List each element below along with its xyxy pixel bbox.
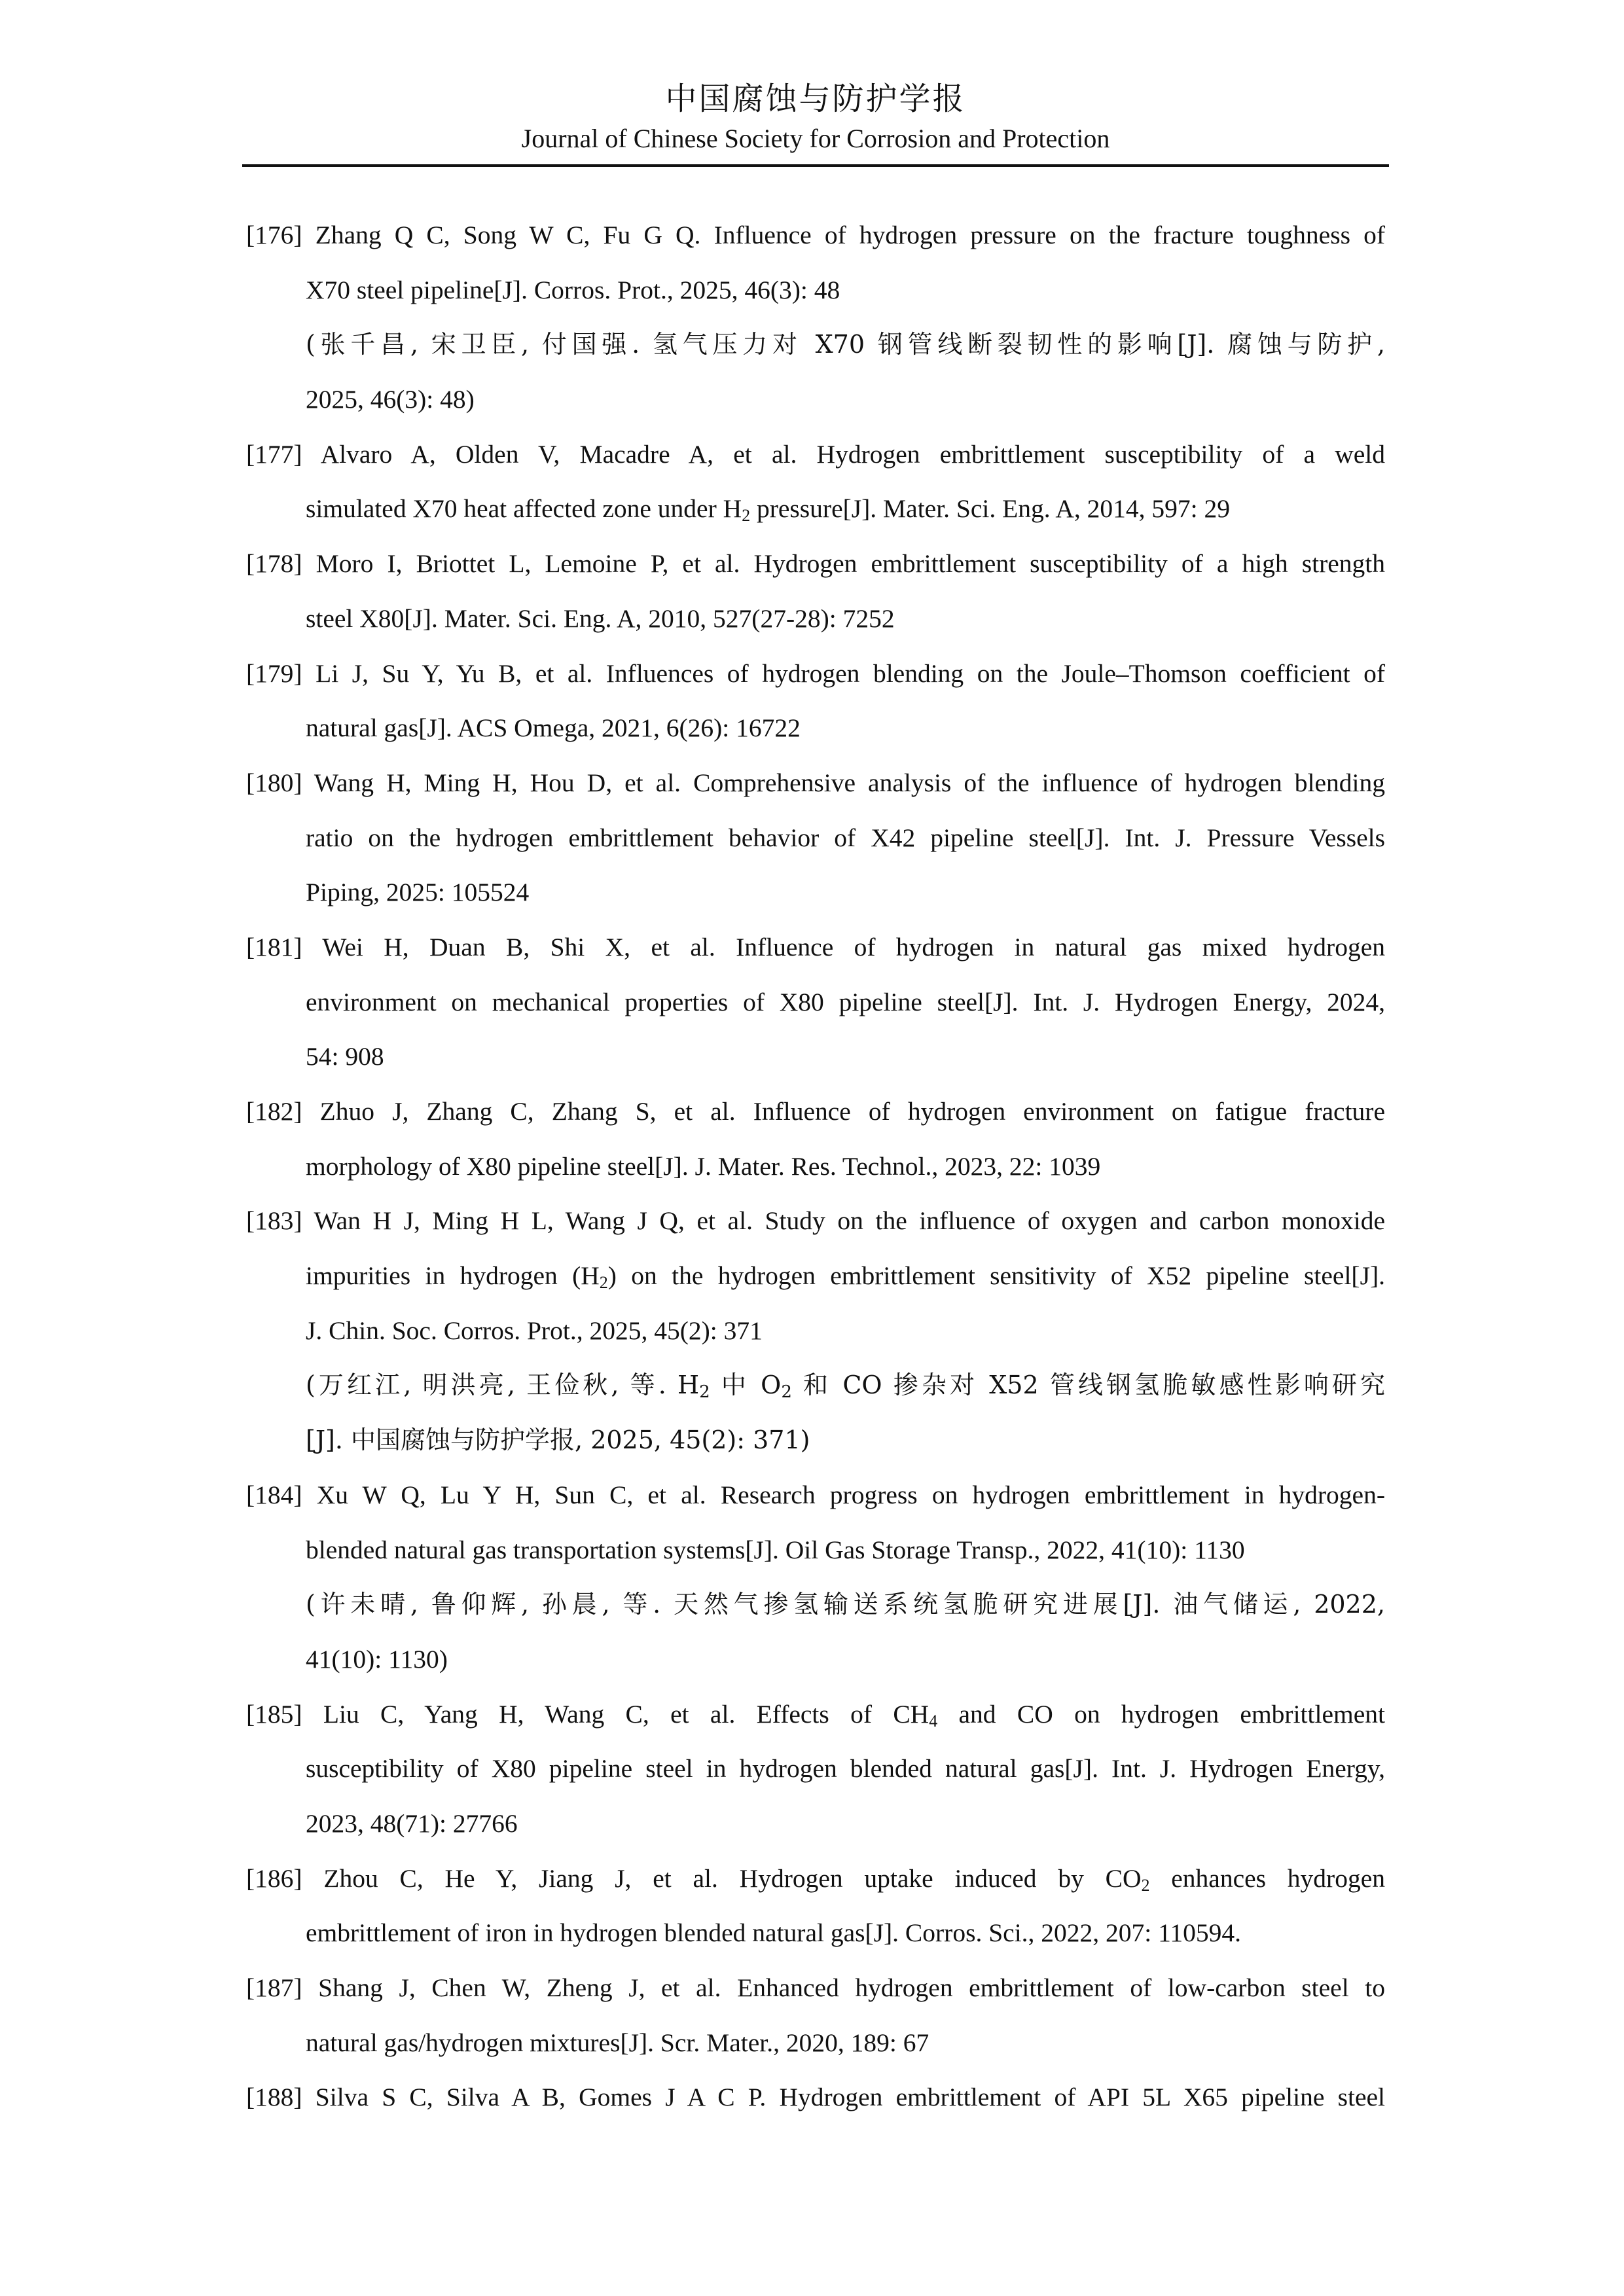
reference-183: [246, 1194, 1385, 1467]
reference-line: [182] Zhuo J, Zhang C, Zhang S, et al. Influence of hydrogen environment on fatigue fracture: [246, 1097, 1385, 1126]
reference-181: [246, 920, 1385, 1085]
reference-line: [179] Li J, Su Y, Yu B, et al. Influences of hydrogen blending on the Joule–Thomson coefficient of: [246, 658, 1385, 688]
reference-line: 41(10): 1130): [306, 1644, 448, 1674]
reference-line: embrittlement of iron in hydrogen blended natural gas[J]. Corros. Sci., 2022, 207: 110594.: [306, 1918, 1242, 1948]
reference-line: [246, 1249, 1385, 1304]
reference-line: natural gas[J]. ACS Omega, 2021, 6(26): 16722: [306, 713, 801, 743]
reference-line: 54: 908: [306, 1042, 384, 1071]
reference-line: [178] Moro I, Briottet L, Lemoine P, et al. Hydrogen embrittlement susceptibility of a high strength: [246, 549, 1385, 579]
reference-line: [181] Wei H, Duan B, Shi X, et al. Influence of hydrogen in natural gas mixed hydrogen: [246, 932, 1385, 961]
text-segment: simulated X70 heat affected zone under H: [306, 494, 742, 524]
journal-title-cn: 中国腐蚀与防护学报: [665, 81, 966, 117]
reference-line-cn: [246, 1358, 1385, 1413]
reference-180: [246, 756, 1385, 920]
text-segment: 和 CO 掺杂对 X52 管线钢氢脆敏感性影响研究: [791, 1371, 1385, 1400]
text-segment: and CO on hydrogen embrittlement: [937, 1699, 1385, 1729]
journal-title-en: Journal of Chinese Society for Corrosion and Protection: [521, 124, 1110, 153]
subscript: 4: [929, 1711, 938, 1731]
reference-182: [246, 1085, 1385, 1194]
reference-line: natural gas/hydrogen mixtures[J]. Scr. Mater., 2020, 189: 67: [306, 2028, 929, 2057]
reference-line: 2025, 46(3): 48): [306, 385, 475, 414]
reference-187: [246, 1961, 1385, 2070]
reference-line: [177] Alvaro A, Olden V, Macadre A, et al. Hydrogen embrittlement susceptibility of a weld: [246, 439, 1385, 469]
reference-line: [246, 482, 1385, 537]
reference-line: X70 steel pipeline[J]. Corros. Prot., 2025, 46(3): 48: [306, 275, 840, 304]
reference-186: [246, 1852, 1385, 1961]
reference-line: susceptibility of X80 pipeline steel in hydrogen blended natural gas[J]. Int. J. Hydrogen Energy,: [306, 1754, 1385, 1784]
reference-line: [246, 1687, 1385, 1742]
subscript: 2: [699, 1382, 710, 1403]
reference-line: environment on mechanical properties of X80 pipeline steel[J]. Int. J. Hydrogen Energy, 2024,: [306, 987, 1385, 1016]
reference-list: [246, 208, 1385, 2125]
reference-184: [246, 1468, 1385, 1687]
text-segment: [186] Zhou C, He Y, Jiang J, et al. Hydrogen uptake induced by CO: [246, 1863, 1142, 1893]
subscript: 2: [1141, 1875, 1150, 1895]
reference-177: [246, 427, 1385, 537]
subscript: 2: [781, 1382, 792, 1403]
header-rule: [242, 164, 1389, 167]
reference-188: [246, 2070, 1385, 2125]
reference-line: 2023, 48(71): 27766: [306, 1808, 518, 1838]
subscript: 2: [599, 1273, 608, 1293]
reference-line: [180] Wang H, Ming H, Hou D, et al. Comprehensive analysis of the influence of hydrogen blending: [246, 768, 1385, 797]
text-segment: impurities in hydrogen (H: [306, 1261, 600, 1291]
text-segment: ) on the hydrogen embrittlement sensitivity of X52 pipeline steel[J].: [607, 1261, 1385, 1291]
reference-line: [187] Shang J, Chen W, Zheng J, et al. Enhanced hydrogen embrittlement of low-carbon steel to: [246, 1973, 1385, 2002]
reference-line-cn: [J]. 中国腐蚀与防护学报, 2025, 45(2): 371): [306, 1426, 810, 1455]
subscript: 2: [742, 506, 751, 526]
text-segment: pressure[J]. Mater. Sci. Eng. A, 2014, 597: 29: [750, 494, 1230, 524]
reference-line: blended natural gas transportation systems[J]. Oil Gas Storage Transp., 2022, 41(10): 1130: [306, 1535, 1245, 1564]
reference-185: [246, 1687, 1385, 1852]
reference-line: morphology of X80 pipeline steel[J]. J. Mater. Res. Technol., 2023, 22: 1039: [306, 1151, 1101, 1181]
reference-line: [176] Zhang Q C, Song W C, Fu G Q. Influence of hydrogen pressure on the fracture toughness of: [246, 221, 1385, 249]
reference-line-cn: (许未晴, 鲁仰辉, 孙晨, 等. 天然气掺氢输送系统氢脆研究进展[J]. 油气储运, 2022,: [306, 1590, 1385, 1619]
text-segment: enhances hydrogen: [1149, 1863, 1385, 1893]
text-segment: 中 O: [710, 1371, 782, 1400]
reference-line-cn: (张千昌, 宋卫臣, 付国强. 氢气压力对 X70 钢管线断裂韧性的影响[J]. 腐蚀与防护,: [306, 330, 1385, 359]
text-segment: (万红江, 明洪亮, 王俭秋, 等. H: [306, 1371, 700, 1400]
text-segment: [185] Liu C, Yang H, Wang C, et al. Effects of CH: [246, 1699, 929, 1729]
reference-line: J. Chin. Soc. Corros. Prot., 2025, 45(2): 371: [306, 1316, 763, 1345]
reference-line: [188] Silva S C, Silva A B, Gomes J A C P. Hydrogen embrittlement of API 5L X65 pipeline steel: [246, 2083, 1385, 2112]
reference-176: [246, 208, 1385, 427]
reference-line: Piping, 2025: 105524: [306, 878, 530, 907]
reference-179: [246, 647, 1385, 756]
journal-header: [242, 77, 1389, 157]
reference-line: steel X80[J]. Mater. Sci. Eng. A, 2010, 527(27-28): 7252: [306, 603, 895, 633]
reference-line: [246, 1852, 1385, 1907]
reference-178: [246, 537, 1385, 646]
reference-line: ratio on the hydrogen embrittlement behavior of X42 pipeline steel[J]. Int. J. Pressure Vessels: [306, 823, 1385, 852]
reference-line: [183] Wan H J, Ming H L, Wang J Q, et al. Study on the influence of oxygen and carbon monoxide: [246, 1206, 1385, 1236]
reference-line: [184] Xu W Q, Lu Y H, Sun C, et al. Research progress on hydrogen embrittlement in hydrogen-: [246, 1480, 1385, 1509]
